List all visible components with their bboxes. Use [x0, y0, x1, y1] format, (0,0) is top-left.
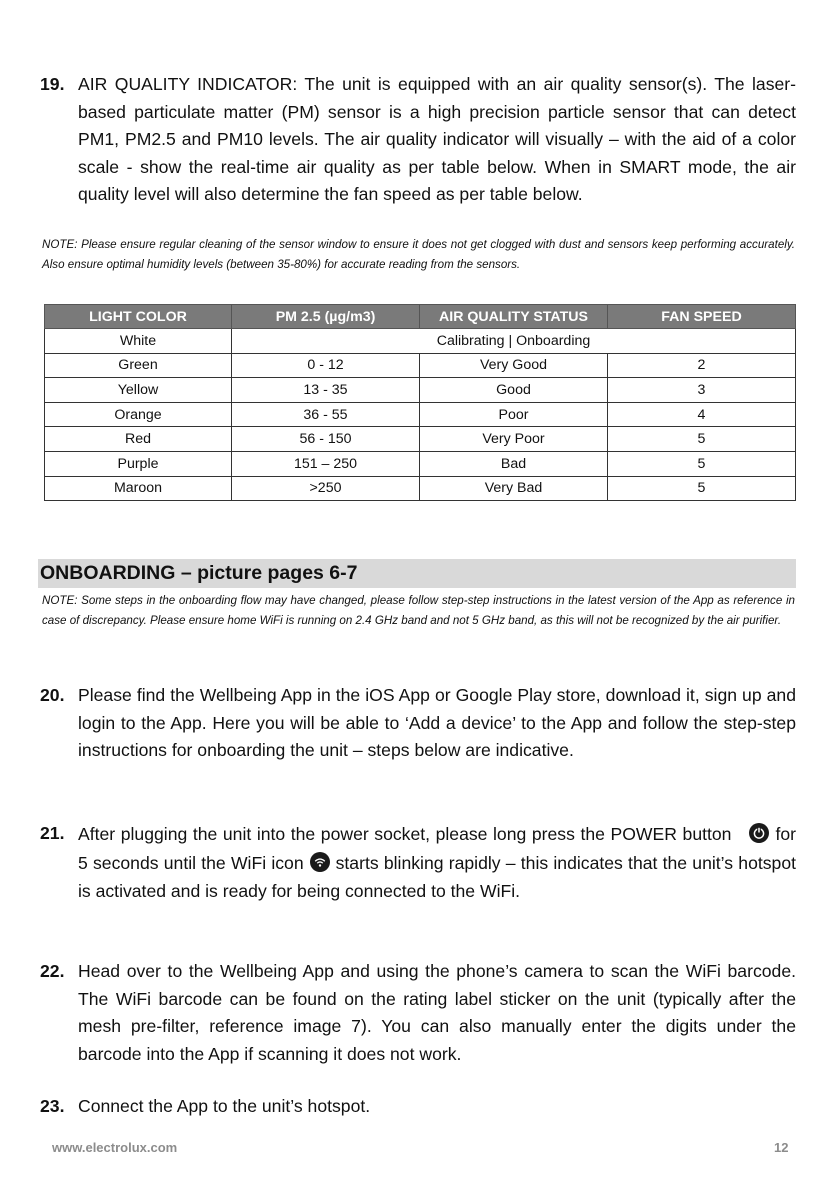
cell-light-color: Green [45, 353, 232, 378]
onboarding-note: NOTE: Some steps in the onboarding flow may have changed, please follow step-step instructions in the latest version of the App as reference in case of discrepancy. Please ensure home WiFi is running on 2.4 GHz band and not 5 GHz band, as this will not be recognized by the air purifier. [42, 594, 795, 628]
cell-light-color: Orange [45, 402, 232, 427]
table-row [45, 378, 796, 403]
cell-status: Good [420, 378, 608, 403]
list-item-22 [40, 958, 796, 1068]
item-text-part-b: for 5 seconds until the WiFi icon [78, 824, 796, 873]
cell-calibrating: Calibrating | Onboarding [232, 329, 796, 354]
item-number: 21. [40, 823, 65, 843]
header-light-color: LIGHT COLOR [45, 305, 232, 329]
cell-status: Poor [420, 402, 608, 427]
power-icon [749, 823, 769, 843]
table-row [45, 476, 796, 501]
cell-fan-speed: 5 [608, 427, 796, 452]
cell-light-color: Red [45, 427, 232, 452]
cell-light-color: White [45, 329, 232, 354]
item-number: 23. [40, 1096, 65, 1116]
cell-pm25: >250 [232, 476, 420, 501]
wifi-icon [310, 852, 330, 872]
cell-fan-speed: 3 [608, 378, 796, 403]
table-row [45, 353, 796, 378]
cell-light-color: Yellow [45, 378, 232, 403]
header-air-quality-status: AIR QUALITY STATUS [420, 305, 608, 329]
item-text-part-c: starts blinking rapidly – this indicates that the unit’s hotspot is activated and is ready for being connected to the WiFi. [78, 852, 796, 901]
page-number: 12 [774, 1140, 789, 1155]
cell-pm25: 13 - 35 [232, 378, 420, 403]
table-row [45, 329, 796, 354]
list-item-23 [40, 1093, 796, 1121]
item-text [78, 820, 796, 906]
cell-light-color: Maroon [45, 476, 232, 501]
cell-pm25: 56 - 150 [232, 427, 420, 452]
item-text-part-a: After plugging the unit into the power socket, please long press the POWER button [78, 824, 732, 844]
table-header-row [45, 305, 796, 329]
cell-light-color: Purple [45, 451, 232, 476]
header-pm25: PM 2.5 (µg/m3) [232, 305, 420, 329]
list-item-21 [40, 820, 796, 906]
cell-status: Bad [420, 451, 608, 476]
cell-status: Very Bad [420, 476, 608, 501]
cell-fan-speed: 2 [608, 353, 796, 378]
cell-pm25: 151 – 250 [232, 451, 420, 476]
list-item-20 [40, 682, 796, 765]
item-number: 19. [40, 74, 65, 94]
cell-pm25: 0 - 12 [232, 353, 420, 378]
item-number: 20. [40, 685, 65, 705]
item-number: 22. [40, 961, 65, 981]
air-quality-table [44, 304, 796, 501]
cell-pm25: 36 - 55 [232, 402, 420, 427]
cell-fan-speed: 4 [608, 402, 796, 427]
item-text: Head over to the Wellbeing App and using the phone’s camera to scan the WiFi barcode. The WiFi barcode can be found on the rating label sticker on the unit (typically after the mesh pre-filter, reference image 7). You can also manually enter the digits under the barcode into the App if scanning it does not work. [78, 961, 796, 1064]
table-row [45, 427, 796, 452]
item-text: Connect the App to the unit’s hotspot. [78, 1096, 371, 1116]
item-text: AIR QUALITY INDICATOR: The unit is equipped with an air quality sensor(s). The laser-based particulate matter (PM) sensor is a high precision particle sensor that can detect PM1, PM2.5 and PM10 levels. The air quality indicator will visually – with the aid of a color scale - show the real-time air quality as per table below. When in SMART mode, the air quality level will also determine the fan speed as per table below. [78, 74, 796, 204]
table-row [45, 451, 796, 476]
item-text: Please find the Wellbeing App in the iOS App or Google Play store, download it, sign up and login to the App. Here you will be able to ‘Add a device’ to the App and follow the step-step instructions for onboarding the unit – steps below are indicative. [78, 685, 796, 760]
header-fan-speed: FAN SPEED [608, 305, 796, 329]
cell-fan-speed: 5 [608, 476, 796, 501]
sensor-note: NOTE: Please ensure regular cleaning of the sensor window to ensure it does not get clogged with dust and sensors keep performing accurately. Also ensure optimal humidity levels (between 35-80%) for accurate reading from the sensors. [42, 238, 795, 272]
table-row [45, 402, 796, 427]
list-item-19 [40, 71, 796, 209]
cell-status: Very Good [420, 353, 608, 378]
footer-website-link[interactable]: www.electrolux.com [52, 1140, 178, 1155]
cell-fan-speed: 5 [608, 451, 796, 476]
cell-status: Very Poor [420, 427, 608, 452]
section-heading-band [38, 559, 796, 588]
section-title: ONBOARDING – picture pages 6-7 [40, 562, 358, 584]
